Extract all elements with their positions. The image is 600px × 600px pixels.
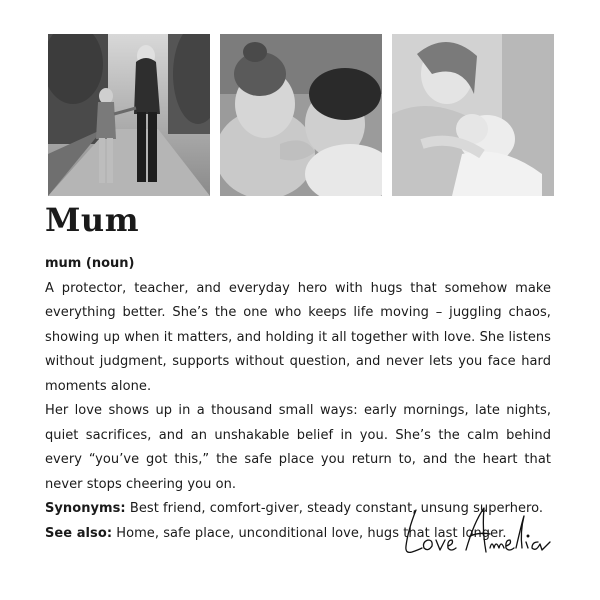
part-of-speech: mum (noun) xyxy=(45,256,135,271)
mother-daughter-lying-photo xyxy=(220,34,382,196)
see-also-text: Home, safe place, unconditional love, hugs that last longer. xyxy=(116,525,507,541)
synonyms-label: Synonyms: xyxy=(45,501,126,516)
entry-word: Mum xyxy=(45,201,140,239)
mother-daughter-walking-photo xyxy=(48,34,210,196)
definition-paragraph-1: A protector, teacher, and everyday hero with hugs that somehow make everything better. She’s the one who keeps life moving – juggling chaos, showing up when it matters, and holding it all together with love. She listens without judgment, supports without question, and never lets you face hard moments alone. xyxy=(45,280,551,394)
photo-strip xyxy=(48,34,554,196)
definition-paragraph-2: Her love shows up in a thousand small ways: early mornings, late nights, quiet sacrifices, and an unshakable belief in you. She’s the calm behind every “you’ve got this,” the safe place you return to, and the heart that never stops cheering you on. xyxy=(45,403,551,492)
signature xyxy=(402,502,552,564)
mother-newborn-photo xyxy=(392,34,554,196)
synonyms-text: Best friend, comfort-giver, steady constant, unsung superhero. xyxy=(129,501,544,516)
see-also-label: See also: xyxy=(45,525,113,541)
